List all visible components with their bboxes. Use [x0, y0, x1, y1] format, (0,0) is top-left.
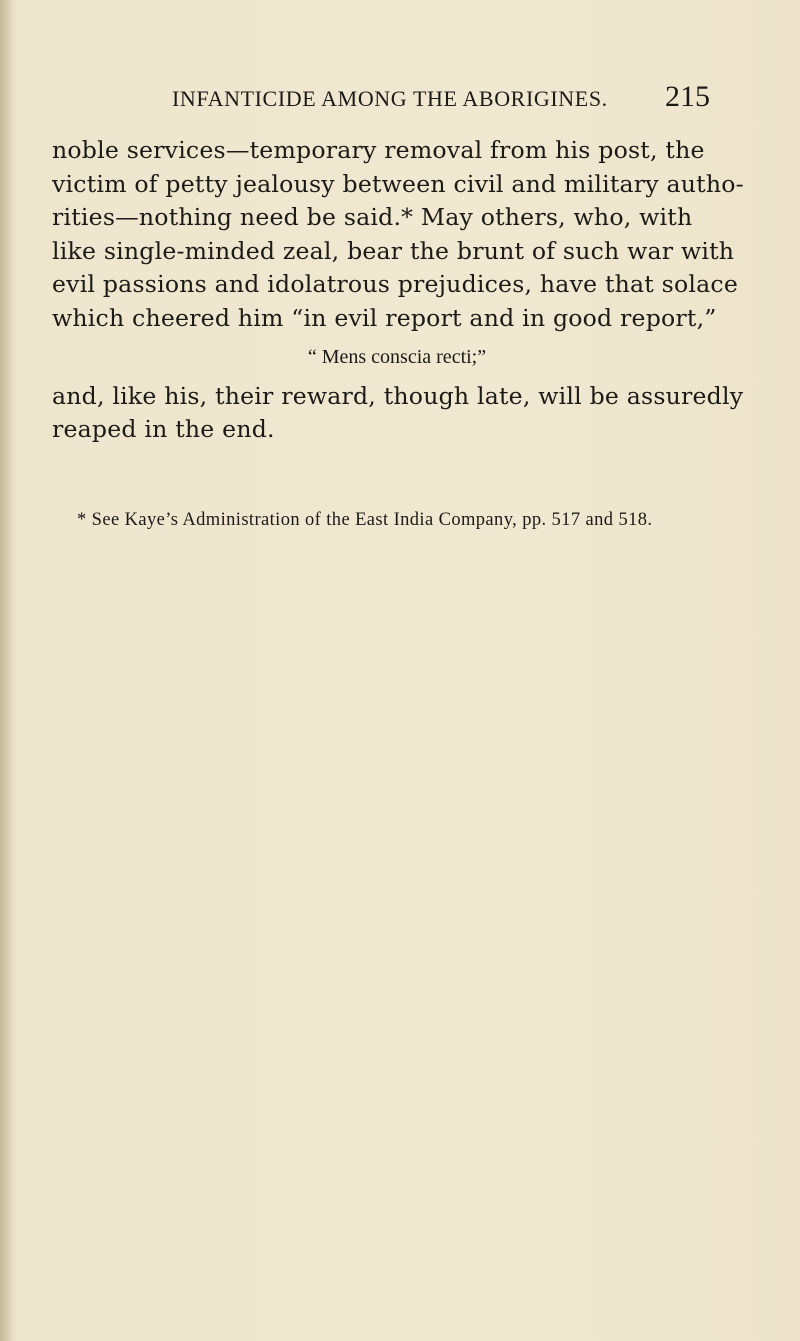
text-line: noble services—temporary removal from his post, the	[52, 136, 705, 164]
latin-quote: “ Mens conscia recti;”	[307, 345, 487, 368]
text-line: like single-minded zeal, bear the brunt of such war with	[52, 236, 735, 265]
page-edge-shadow	[0, 0, 14, 1341]
text-line: evil passions and idolatrous prejudices, have that solace	[52, 270, 738, 299]
main-text	[52, 134, 742, 447]
page-number: 215	[665, 80, 710, 113]
text-line: rities—nothing need be said.* May others, who, with	[52, 203, 693, 232]
text-line: and, like his, their reward, though late, will be assuredly	[52, 381, 744, 410]
page-header	[0, 80, 800, 120]
running-title: INFANTICIDE AMONG THE ABORIGINES.	[172, 86, 608, 111]
text-line: which cheered him “in evil report and in good report,”	[52, 303, 717, 332]
footnote: * See Kaye’s Administration of the East India Company, pp. 517 and 518.	[77, 510, 653, 530]
text-line: victim of petty jealousy between civil and military autho-	[52, 169, 744, 198]
text-line: reaped in the end.	[52, 415, 275, 444]
